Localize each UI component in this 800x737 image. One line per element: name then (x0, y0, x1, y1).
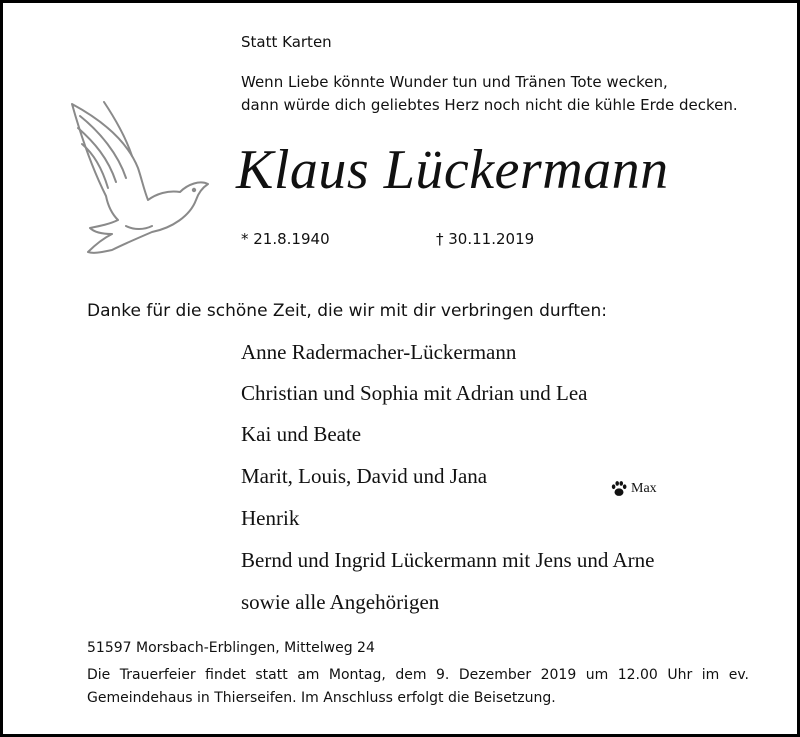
mourner-line: Bernd und Ingrid Lückermann mit Jens und Arne (241, 548, 655, 572)
statt-karten-label: Statt Karten (241, 33, 332, 51)
poem-line-2: dann würde dich geliebtes Herz noch nicht die kühle Erde decken. (241, 96, 738, 114)
birth-date: * 21.8.1940 (241, 230, 330, 248)
death-date: † 30.11.2019 (436, 230, 535, 248)
address: 51597 Morsbach-Erblingen, Mittelweg 24 (87, 640, 375, 656)
dove-icon (68, 98, 218, 256)
thanks-line: Danke für die schöne Zeit, die wir mit dir verbringen durften: (87, 301, 607, 321)
service-notice: Die Trauerfeier findet statt am Montag, dem 9. Dezember 2019 um 12.00 Uhr im ev. Gemeindehaus in Thierseifen. Im Anschluss erfolgt die Beisetzung. (87, 667, 749, 706)
mourner-line: Christian und Sophia mit Adrian und Lea (241, 381, 588, 405)
mourner-line: Marit, Louis, David und Jana (241, 464, 488, 488)
deceased-name: Klaus Lückermann (236, 139, 669, 201)
paw-icon (610, 480, 628, 498)
pet-name: Max (631, 481, 657, 496)
poem-line-1: Wenn Liebe könnte Wunder tun und Tränen Tote wecken, (241, 73, 668, 91)
mourner-line: Henrik (241, 506, 300, 530)
mourner-line: sowie alle Angehörigen (241, 590, 440, 614)
mourner-line: Anne Radermacher-Lückermann (241, 340, 517, 364)
mourner-line: Kai und Beate (241, 422, 362, 446)
